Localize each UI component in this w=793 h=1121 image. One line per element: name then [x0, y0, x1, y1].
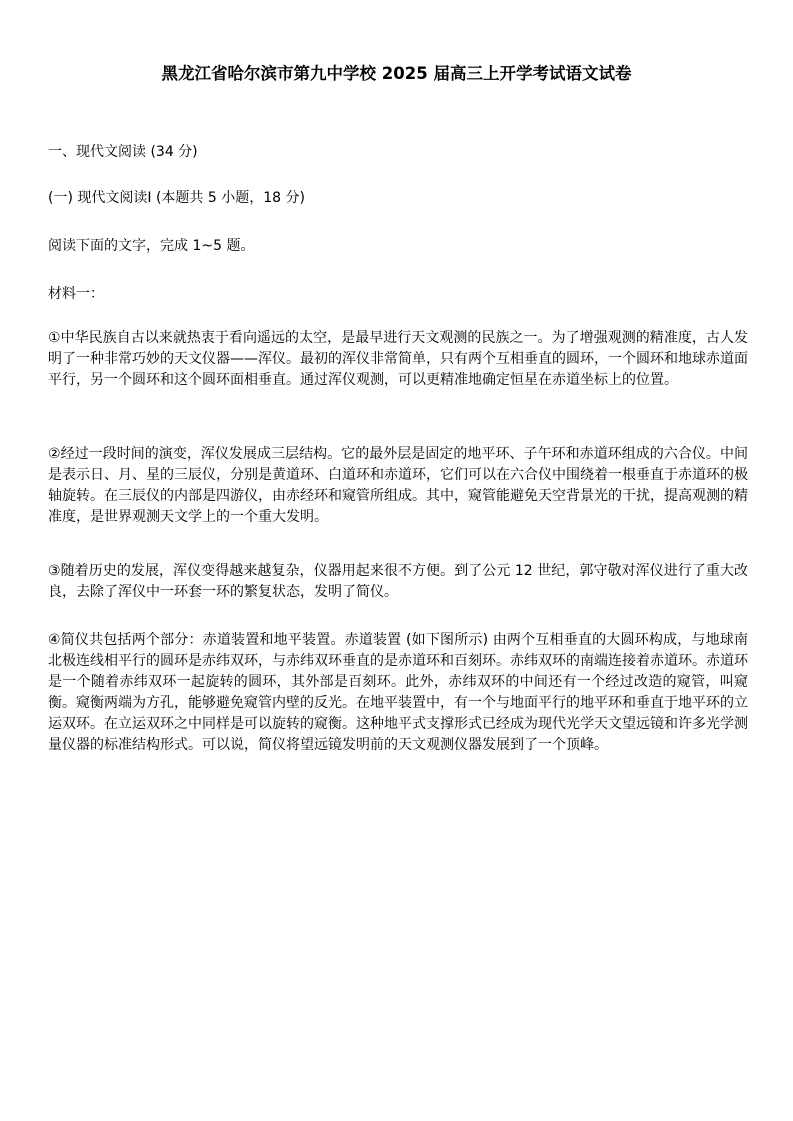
paragraph-2: ②经过一段时间的演变，浑仪发展成三层结构。它的最外层是固定的地平环、子午环和赤道环组成的六合仪。中间是表示日、月、星的三辰仪，分别是黄道环、白道环和赤道环，它们可以在六合仪中围绕着一根垂直于赤道环的极轴旋转。在三辰仪的内部是四游仪，由赤经环和窥管所组成。其中，窥管能避免天空背景光的干扰，提高观测的精准度，是世界观测天文学上的一个重大发明。 — [48, 446, 748, 525]
subsection-heading: (一) 现代文阅读Ⅰ (本题共 5 小题，18 分) — [48, 190, 305, 206]
material-label: 材料一： — [48, 286, 104, 302]
reading-instruction: 阅读下面的文字，完成 1~5 题。 — [48, 238, 255, 254]
exam-title: 黑龙江省哈尔滨市第九中学校 2025 届高三上开学考试语文试卷 — [161, 64, 632, 83]
paragraph-1: ①中华民族自古以来就热衷于看向遥远的太空，是最早进行天文观测的民族之一。为了增强观测的精准度，古人发明了一种非常巧妙的天文仪器——浑仪。最初的浑仪非常简单，只有两个互相垂直的圆环，一个圆环和地球赤道面平行，另一个圆环和这个圆环面相垂直。通过浑仪观测，可以更精准地确定恒星在赤道坐标上的位置。 — [48, 330, 748, 388]
paragraph-4: ④简仪共包括两个部分：赤道装置和地平装置。赤道装置 (如下图所示) 由两个互相垂直的大圆环构成，与地球南北极连线相平行的圆环是赤纬双环，与赤纬双环垂直的是赤道环和百刻环。赤纬双环的南端连接着赤道环。赤道环是一个随着赤纬双环一起旋转的圆环，其外部是百刻环。此外，赤纬双环的中间还有一个经过改造的窥管，叫窥衡。窥衡两端为方孔，能够避免窥管内壁的反光。在地平装置中，有一个与地面平行的地平环和垂直于地平环的立运双环。在立运双环之中同样是可以旋转的窥衡。这种地平式支撑形式已经成为现代光学天文望远镜和许多光学测量仪器的标准结构形式。可以说，简仪将望远镜发明前的天文观测仪器发展到了一个顶峰。 — [48, 632, 748, 753]
paragraph-3: ③随着历史的发展，浑仪变得越来越复杂，仪器用起来很不方便。到了公元 12 世纪，郭守敬对浑仪进行了重大改良，去除了浑仪中一环套一环的繁复状态，发明了简仪。 — [48, 563, 748, 600]
section-heading: 一、现代文阅读 (34 分) — [48, 144, 198, 160]
